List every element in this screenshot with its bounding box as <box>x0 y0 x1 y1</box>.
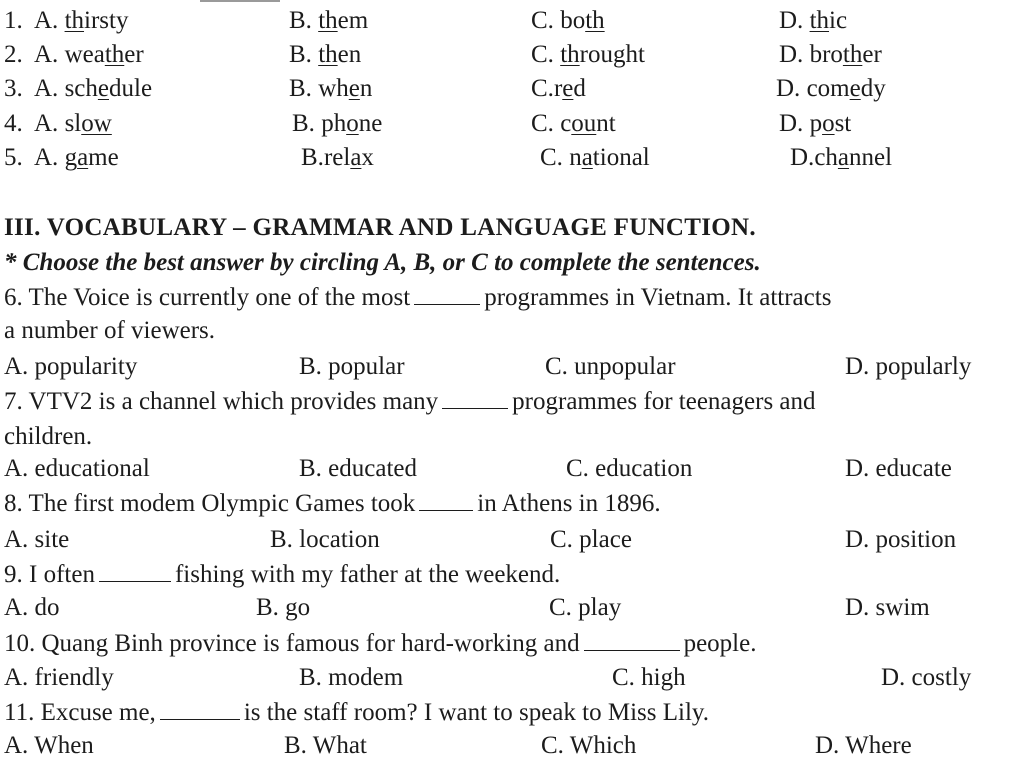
option-b[interactable]: B. modem <box>299 664 404 691</box>
row-number: 2. <box>4 41 23 68</box>
option-c[interactable]: C. play <box>549 594 622 621</box>
option-d: D.channel <box>790 144 893 171</box>
option-c: C. national <box>540 144 650 171</box>
option-d[interactable]: D. costly <box>881 664 972 691</box>
option-b[interactable]: B. location <box>270 526 380 553</box>
option-b[interactable]: B. popular <box>299 353 405 380</box>
option-b[interactable]: B. go <box>256 594 311 621</box>
option-d[interactable]: D. Where <box>815 732 912 759</box>
option-d[interactable]: D. educate <box>845 455 952 482</box>
pronunciation-row-3 <box>0 72 1024 106</box>
option-a[interactable]: A. educational <box>4 455 150 482</box>
question-10-options <box>0 661 1024 695</box>
option-a: A. game <box>34 144 119 171</box>
question-11: 11. Excuse me, is the staff room? I want to speak to Miss Lily. <box>4 699 710 726</box>
option-a[interactable]: A. do <box>4 594 60 621</box>
row-number: 3. <box>4 75 23 102</box>
option-a[interactable]: A. When <box>4 732 94 759</box>
option-c[interactable]: C. unpopular <box>545 353 676 380</box>
cropped-top-rule <box>200 0 280 2</box>
option-a: A. slow <box>34 110 112 137</box>
answer-blank[interactable] <box>414 282 480 305</box>
answer-blank[interactable] <box>584 628 680 651</box>
option-b: B. phone <box>292 110 383 137</box>
option-b[interactable]: B. educated <box>299 455 418 482</box>
option-a[interactable]: A. site <box>4 526 70 553</box>
option-a[interactable]: A. friendly <box>4 664 114 691</box>
option-d: D. thic <box>779 7 848 34</box>
option-d[interactable]: D. popularly <box>845 353 972 380</box>
question-8: 8. The first modem Olympic Games took in Athens in 1896. <box>4 490 661 517</box>
option-c: C. throught <box>531 41 645 68</box>
question-7-options <box>0 452 1024 486</box>
option-d: D. post <box>779 110 852 137</box>
option-c[interactable]: C. high <box>612 664 686 691</box>
question-8-options <box>0 523 1024 557</box>
row-number: 1. <box>4 7 23 34</box>
option-a: A. weather <box>34 41 144 68</box>
option-c: C. count <box>531 110 616 137</box>
option-a: A. thirsty <box>34 7 129 34</box>
pronunciation-row-5 <box>0 141 1024 175</box>
question-6-cont: a number of viewers. <box>4 317 216 344</box>
option-b[interactable]: B. What <box>284 732 367 759</box>
pronunciation-row-1 <box>0 4 1024 38</box>
option-b: B. then <box>289 41 362 68</box>
option-d[interactable]: D. swim <box>845 594 930 621</box>
question-10: 10. Quang Binh province is famous for hard-working and people. <box>4 630 757 657</box>
row-number: 4. <box>4 110 23 137</box>
question-7-cont: children. <box>4 423 93 450</box>
answer-blank[interactable] <box>160 697 240 720</box>
pronunciation-row-4 <box>0 107 1024 141</box>
question-9: 9. I often fishing with my father at the weekend. <box>4 561 561 588</box>
question-6-options <box>0 350 1024 384</box>
option-c[interactable]: C. education <box>566 455 693 482</box>
option-b: B. when <box>289 75 373 102</box>
answer-blank[interactable] <box>419 488 473 511</box>
option-c: C.red <box>531 75 586 102</box>
pronunciation-row-2 <box>0 38 1024 72</box>
option-d: D. comedy <box>776 75 886 102</box>
question-11-options <box>0 729 1024 763</box>
question-9-options <box>0 591 1024 625</box>
section-heading: III. VOCABULARY – GRAMMAR AND LANGUAGE FUNCTION. <box>4 214 756 241</box>
row-number: 5. <box>4 144 23 171</box>
option-b: B.relax <box>301 144 374 171</box>
answer-blank[interactable] <box>99 559 171 582</box>
option-d: D. brother <box>779 41 882 68</box>
option-d[interactable]: D. position <box>845 526 957 553</box>
option-c: C. both <box>531 7 605 34</box>
question-6: 6. The Voice is currently one of the most programmes in Vietnam. It attracts <box>4 284 832 311</box>
option-c[interactable]: C. place <box>550 526 632 553</box>
instruction: * Choose the best answer by circling A, B, or C to complete the sentences. <box>4 249 761 276</box>
option-a: A. schedule <box>34 75 153 102</box>
option-b: B. them <box>289 7 369 34</box>
option-c[interactable]: C. Which <box>541 732 637 759</box>
option-a[interactable]: A. popularity <box>4 353 138 380</box>
answer-blank[interactable] <box>442 386 508 409</box>
question-7: 7. VTV2 is a channel which provides many programmes for teenagers and <box>4 388 816 415</box>
